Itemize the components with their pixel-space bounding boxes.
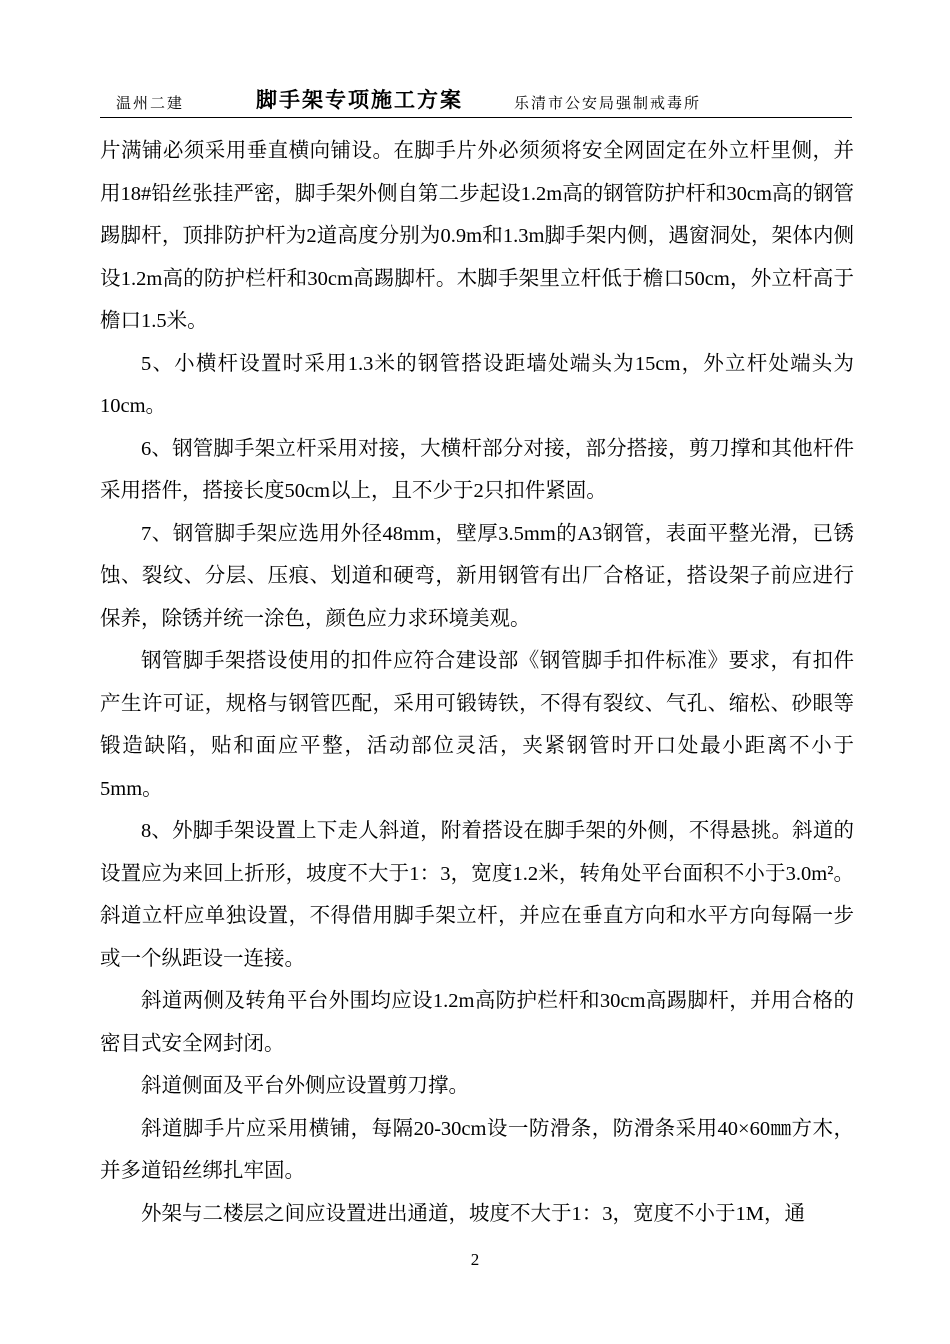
document-body	[100, 130, 854, 1235]
paragraph: 片满铺必须采用垂直横向铺设。在脚手片外必须须将安全网固定在外立杆里侧，并用18#铅丝张挂严密，脚手架外侧自第二步起设1.2m高的钢管防护杆和30cm高的钢管踢脚杆，顶排防护杆为2道高度分别为0.9m和1.3m脚手架内侧，遇窗洞处，架体内侧设1.2m高的防护栏杆和30cm高踢脚杆。木脚手架里立杆低于檐口50cm，外立杆高于檐口1.5米。	[100, 140, 854, 332]
paragraph: 8、外脚手架设置上下走人斜道，附着搭设在脚手架的外侧，不得悬挑。斜道的设置应为来回上折形，坡度不大于1：3，宽度1.2米，转角处平台面积不小于3.0m²。斜道立杆应单独设置，不得借用脚手架立杆，并应在垂直方向和水平方向每隔一步或一个纵距设一连接。	[100, 820, 854, 970]
header-project: 乐清市公安局强制戒毒所	[514, 94, 702, 112]
header-title: 脚手架专项施工方案	[256, 87, 463, 112]
paragraph: 斜道两侧及转角平台外围均应设1.2m高防护栏杆和30cm高踢脚杆，并用合格的密目式安全网封闭。	[100, 990, 854, 1055]
header-company: 温州二建	[116, 94, 185, 112]
paragraph: 7、钢管脚手架应选用外径48mm，壁厚3.5mm的A3钢管，表面平整光滑，已锈蚀、裂纹、分层、压痕、划道和硬弯，新用钢管有出厂合格证，搭设架子前应进行保养，除锈并统一涂色，颜色应力求环境美观。	[100, 522, 854, 630]
paragraph: 5、小横杆设置时采用1.3米的钢管搭设距墙处端头为15cm，外立杆处端头为10cm。	[100, 352, 854, 417]
page-number: 2	[470, 1250, 480, 1269]
header-rule	[100, 117, 852, 118]
paragraph: 外架与二楼层之间应设置进出通道，坡度不大于1：3，宽度不小于1M，通	[141, 1202, 805, 1225]
paragraph: 斜道脚手片应采用横铺，每隔20-30cm设一防滑条，防滑条采用40×60㎜方木，并多道铅丝绑扎牢固。	[100, 1117, 854, 1182]
paragraph: 斜道侧面及平台外侧应设置剪刀撑。	[141, 1075, 469, 1097]
page-header	[100, 80, 852, 118]
paragraph: 6、钢管脚手架立杆采用对接，大横杆部分对接，部分搭接，剪刀撑和其他杆件采用搭件，搭接长度50cm以上，且不少于2只扣件紧固。	[100, 437, 854, 502]
paragraph: 钢管脚手架搭设使用的扣件应符合建设部《钢管脚手扣件标准》要求，有扣件产生许可证，规格与钢管匹配，采用可锻铸铁，不得有裂纹、气孔、缩松、砂眼等锻造缺陷，贴和面应平整，活动部位灵活，夹紧钢管时开口处最小距离不小于5mm。	[100, 650, 854, 800]
